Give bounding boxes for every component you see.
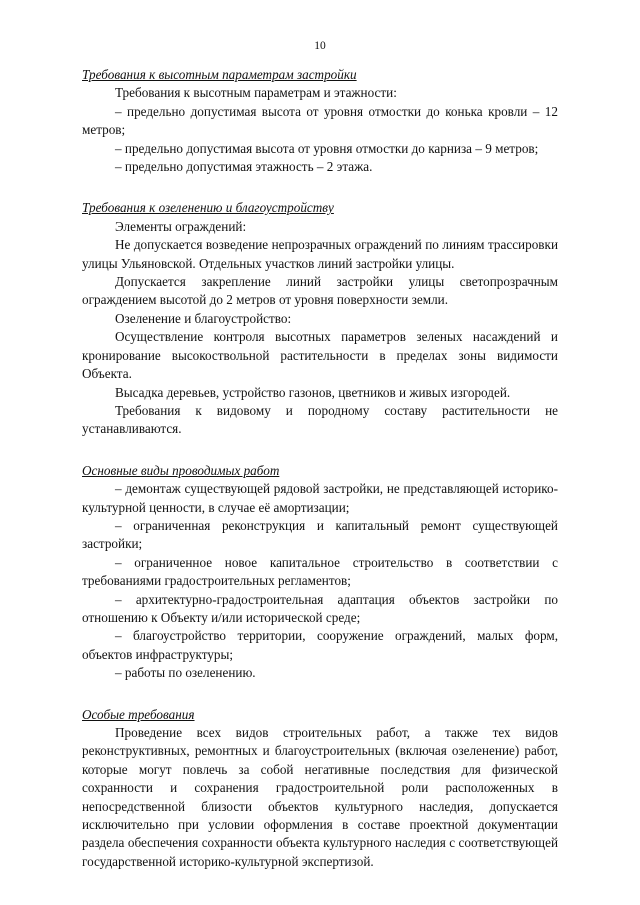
paragraph: Требования к видовому и породному составу растительности не устанавливаются.	[82, 402, 558, 437]
list-item: – работы по озеленению.	[115, 665, 256, 681]
section-heading: Особые требования	[82, 706, 195, 722]
document-body	[82, 66, 558, 871]
section-heading: Основные виды проводимых работ	[82, 462, 280, 478]
list-item: – благоустройство территории, сооружение ограждений, малых форм, объектов инфраструктуры;	[82, 628, 558, 662]
paragraph: Элементы ограждений:	[115, 218, 247, 234]
section-heading: Требования к озеленению и благоустройству	[82, 200, 334, 216]
list-item: – демонтаж существующей рядовой застройки, не представляющей историко-культурной ценности, в случае её амортизации;	[82, 481, 558, 515]
page-number: 10	[314, 40, 326, 52]
list-item: – предельно допустимая высота от уровня отмостки до карниза – 9 метров;	[115, 140, 539, 156]
paragraph: Проведение всех видов строительных работ, а также тех видов реконструктивных, ремонтных и благоустроительных (включая озеленение) работ, которые могут повлечь за собой негативные последствия для физической сохранности и сохранения градостроительной роли расположенных в непосредственной близости объектов культурного наследия, допускается исключительно при условии оформления в составе проектной документации раздела обеспечения сохранности объекта культурного наследия с соответствующей государственной историко-культурной экспертизой.	[82, 725, 558, 869]
list-item: – архитектурно-градостроительная адаптация объектов застройки по отношению к Объекту и/или исторической среде;	[82, 591, 558, 625]
list-item: – предельно допустимая этажность – 2 этажа.	[115, 159, 373, 175]
section-greening-requirements	[82, 199, 558, 438]
paragraph: Не допускается возведение непрозрачных ограждений по линиям трассировки улицы Ульяновской. Отдельных участков линий застройки улицы.	[82, 237, 558, 271]
section-works	[82, 462, 558, 683]
section-heading: Требования к высотным параметрам застройки	[82, 67, 357, 82]
list-item: – предельно допустимая высота от уровня отмостки до конька кровли – 12 метров;	[82, 103, 558, 138]
list-item: – ограниченная реконструкция и капитальный ремонт существующей застройки;	[82, 517, 558, 552]
list-item: – ограниченное новое капитальное строительство в соответствии с требованиями градостроительных регламентов;	[82, 554, 558, 589]
paragraph: Осуществление контроля высотных параметров зеленых насаждений и кронирование высокоствольной растительности в пределах зоны видимости Объекта.	[82, 329, 558, 382]
section-height-requirements	[82, 66, 558, 176]
paragraph: Допускается закрепление линий застройки улицы светопрозрачным ограждением высотой до 2 метров от уровня поверхности земли.	[82, 274, 558, 308]
paragraph: Озеленение и благоустройство:	[115, 310, 292, 326]
paragraph: Высадка деревьев, устройство газонов, цветников и живых изгородей.	[115, 384, 511, 400]
paragraph: Требования к высотным параметрам и этажности:	[115, 85, 397, 101]
section-special-requirements	[82, 706, 558, 872]
